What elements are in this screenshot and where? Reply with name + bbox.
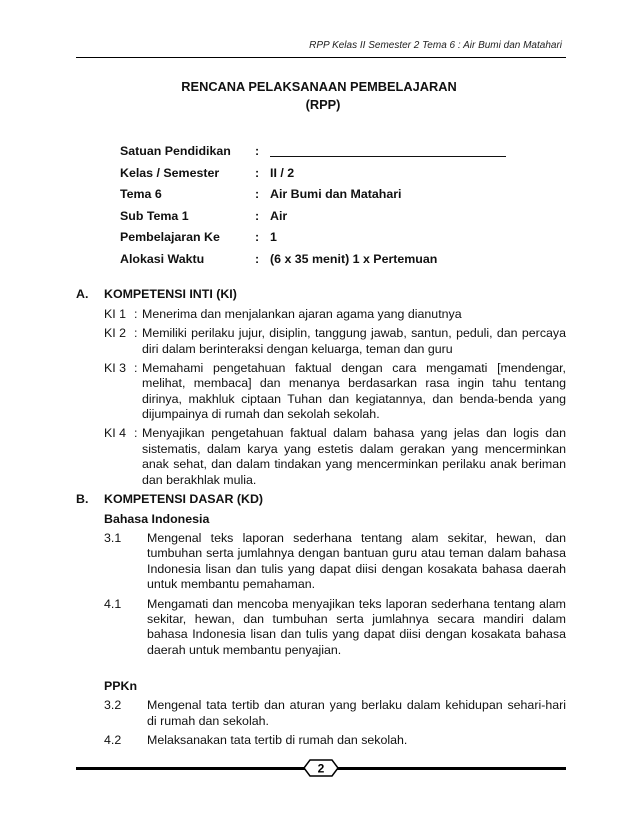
kd-text: Melaksanakan tata tertib di rumah dan sekolah.	[147, 733, 408, 748]
kd-number: 4.1	[104, 596, 122, 611]
ki-item	[76, 307, 566, 323]
identity-value: II / 2	[270, 165, 295, 180]
document-title	[0, 78, 638, 114]
kd-item	[76, 597, 566, 659]
title-line-1: RENCANA PELAKSANAAN PEMBELAJARAN	[181, 79, 457, 94]
kd-number: 3.1	[104, 531, 122, 545]
running-header: RPP Kelas II Semester 2 Tema 6 : Air Bumi dan Matahari	[309, 40, 562, 51]
ki-item	[76, 326, 566, 357]
identity-colon: :	[255, 144, 260, 158]
kd-item	[76, 531, 566, 593]
section-heading	[76, 492, 566, 512]
section-letter: B.	[76, 492, 89, 506]
kd-text: Mengenal tata tertib dan aturan yang berlaku dalam kehidupan sehari-hari di rumah dan sekolah.	[147, 698, 566, 728]
identity-label: Sub Tema 1	[120, 208, 189, 223]
identity-value: Air	[270, 208, 288, 223]
identity-label: Kelas / Semester	[120, 165, 220, 180]
section-kompetensi-dasar	[76, 492, 566, 752]
identity-label: Alokasi Waktu	[120, 251, 205, 266]
identity-colon: :	[255, 230, 260, 244]
ki-text: Memahami pengetahuan faktual dengan cara mengamati [mendengar, melihat, membaca] dan menanya berdasarkan rasa ingin tahu tentang dirinya, makhluk ciptaan Tuhan dan kegiatannya, dan benda-benda yang dijumpainya di rumah dan sekolah sekolah.	[142, 360, 566, 421]
section-title: KOMPETENSI INTI (KI)	[104, 287, 237, 301]
identity-value: (6 x 35 menit) 1 x Pertemuan	[270, 251, 438, 266]
identity-label: Satuan Pendidikan	[120, 144, 231, 158]
section-heading	[76, 287, 566, 307]
ki-number: KI 4	[104, 426, 127, 440]
ki-number: KI 2	[104, 326, 127, 340]
identity-colon: :	[255, 251, 260, 266]
subject-heading-bahasa-indonesia: Bahasa Indonesia	[104, 512, 210, 526]
title-line-2: (RPP)	[305, 97, 341, 112]
page-number-badge	[302, 758, 340, 778]
ki-item	[76, 426, 566, 488]
page-number: 2	[317, 761, 325, 776]
ki-text: Menerima dan menjalankan ajaran agama yang dianutnya	[142, 307, 462, 321]
identity-value: Air Bumi dan Matahari	[270, 187, 402, 201]
kd-text: Mengenal teks laporan sederhana tentang alam sekitar, hewan, dan tumbuhan serta jumlahnya dengan bantuan guru atau teman dalam bahasa Indonesia lisan dan tulis yang dapat diisi dengan kosakata bahasa daerah untuk membantu pemahaman.	[147, 531, 566, 592]
ki-colon: :	[134, 307, 138, 321]
ki-colon: :	[134, 326, 138, 340]
kd-item	[76, 698, 566, 729]
kd-number: 3.2	[104, 698, 122, 713]
identity-blank-field	[270, 144, 506, 160]
kd-item	[76, 733, 566, 748]
identity-colon: :	[255, 187, 260, 201]
ki-item	[76, 361, 566, 423]
ki-text: Memiliki perilaku jujur, disiplin, tanggung jawab, santun, peduli, dan percaya diri dalam berinteraksi dengan keluarga, teman dan guru	[142, 326, 566, 356]
subject-heading-ppkn: PPKn	[104, 679, 138, 694]
section-title: KOMPETENSI DASAR (KD)	[104, 492, 264, 506]
identity-value: 1	[270, 230, 277, 244]
ki-number: KI 3	[104, 360, 127, 375]
identity-label: Tema 6	[120, 187, 162, 201]
kd-number: 4.2	[104, 733, 122, 748]
section-letter: A.	[76, 287, 89, 301]
blank-line	[270, 144, 506, 157]
ki-number: KI 1	[104, 307, 127, 321]
kd-text: Mengamati dan mencoba menyajikan teks laporan sederhana tentang alam sekitar, hewan, dan tumbuhan serta jumlahnya secara mandiri dalam bahasa Indonesia lisan dan tulis yang dapat diisi dengan kosakata bahasa daerah untuk membantu penyajian.	[147, 596, 566, 657]
spacer	[76, 662, 566, 679]
identity-label: Pembelajaran Ke	[120, 230, 220, 244]
identity-colon: :	[255, 208, 260, 223]
ki-colon: :	[134, 426, 138, 440]
ki-colon: :	[134, 360, 138, 375]
ki-text: Menyajikan pengetahuan faktual dalam bahasa yang jelas dan logis dan sistematis, dalam karya yang estetis dalam gerakan yang mencerminkan anak sehat, dan dalam tindakan yang mencerminkan perilaku anak beriman dan berakhlak mulia.	[142, 426, 566, 487]
header-rule	[76, 57, 566, 58]
section-kompetensi-inti	[76, 287, 566, 492]
page-footer	[76, 757, 566, 781]
identity-colon: :	[255, 165, 260, 180]
